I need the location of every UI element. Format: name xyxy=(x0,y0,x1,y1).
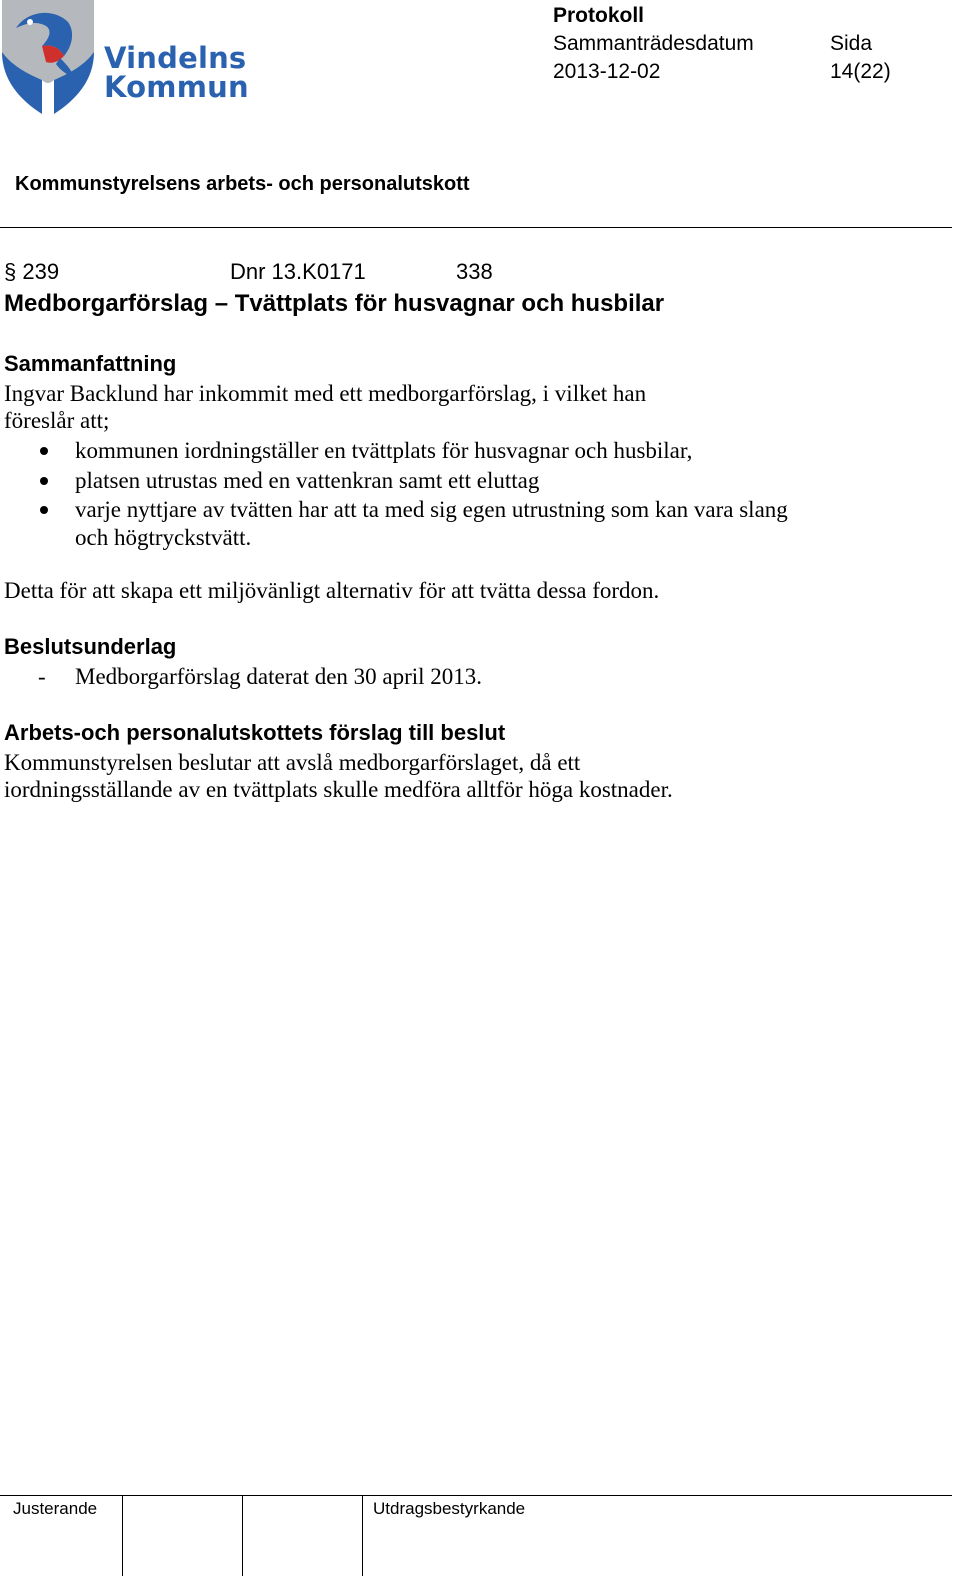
logo-wordmark xyxy=(104,41,249,104)
diary-number: Dnr 13.K0171 xyxy=(230,259,366,284)
list-item xyxy=(0,437,940,465)
summary-intro-line-2: föreslår att; xyxy=(4,408,110,433)
signature-footer xyxy=(0,1495,952,1576)
summary-closing: Detta för att skapa ett miljövänligt alternativ för att tvätta dessa fordon. xyxy=(4,578,660,603)
bullet-text: platsen utrustas med en vattenkran samt ett eluttag xyxy=(75,467,540,493)
logo-line-2: Kommun xyxy=(104,70,249,104)
list-item xyxy=(0,496,795,551)
basis-item: Medborgarförslag daterat den 30 april 2013. xyxy=(75,664,483,689)
footer-column-divider xyxy=(122,1495,123,1576)
summary-intro-line-1: Ingvar Backlund har inkommit med ett medborgarförslag, i vilket han xyxy=(4,381,647,406)
page-title: Medborgarförslag – Tvättplats för husvagnar och husbilar xyxy=(4,290,665,317)
page-label: Sida xyxy=(830,32,873,55)
bullet-icon xyxy=(40,447,48,455)
classification-code: 338 xyxy=(456,259,493,284)
justerande-label: Justerande xyxy=(13,1499,98,1518)
document-type: Protokoll xyxy=(553,4,645,27)
municipality-logo xyxy=(2,0,249,116)
meeting-date-value: 2013-12-02 xyxy=(553,60,661,83)
footer-divider xyxy=(0,1495,952,1496)
footer-column-divider xyxy=(242,1495,243,1576)
bullet-text: kommunen iordningställer en tvättplats för husvagnar och husbilar, xyxy=(75,438,693,463)
basis-heading: Beslutsunderlag xyxy=(4,634,177,659)
footer-column-divider xyxy=(362,1495,363,1576)
logo-line-1: Vindelns xyxy=(104,41,247,75)
summary-intro xyxy=(4,380,646,434)
paragraph-number: § 239 xyxy=(4,259,60,284)
bullet-icon xyxy=(40,477,48,485)
meeting-date-label: Sammanträdesdatum xyxy=(553,32,754,55)
committee-name: Kommunstyrelsens arbets- och personalutskott xyxy=(15,173,470,195)
proposal-bullet-list xyxy=(0,437,940,553)
bullet-icon xyxy=(40,506,48,514)
page-number: 14(22) xyxy=(830,60,891,83)
summary-heading: Sammanfattning xyxy=(4,351,177,376)
proposal-heading: Arbets-och personalutskottets förslag till beslut xyxy=(4,720,506,745)
header-divider xyxy=(0,227,952,228)
proposal-line-1: Kommunstyrelsen beslutar att avslå medborgarförslaget, då ett xyxy=(4,750,581,775)
list-item xyxy=(0,467,940,495)
shield-fish-emblem-icon xyxy=(2,0,96,116)
proposal-text xyxy=(4,749,673,803)
bullet-text: varje nyttjare av tvätten har att ta med sig egen utrustning som kan vara slang och högtryckstvätt. xyxy=(75,497,788,550)
dash-marker: - xyxy=(38,664,46,689)
proposal-line-2: iordningsställande av en tvättplats skulle medföra alltför höga kostnader. xyxy=(4,777,673,802)
utdragsbestyrkande-label: Utdragsbestyrkande xyxy=(373,1499,526,1518)
